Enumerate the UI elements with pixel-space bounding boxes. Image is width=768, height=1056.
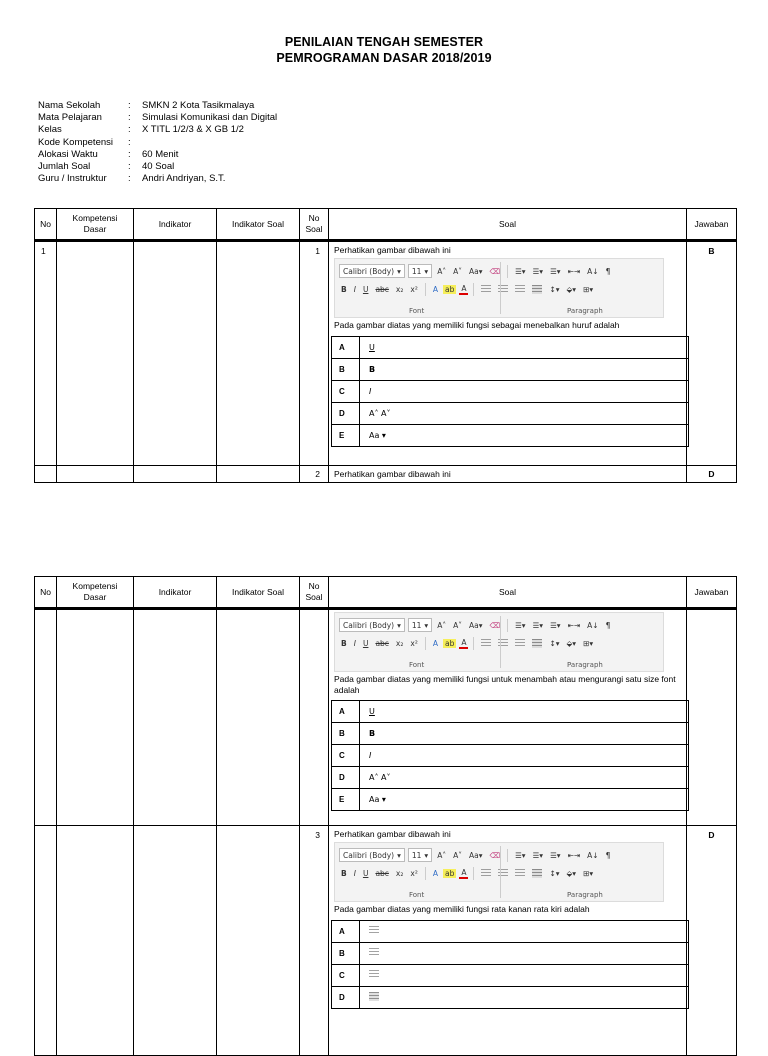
- document-title: PENILAIAN TENGAH SEMESTER: [284, 35, 484, 49]
- font-size-box: 11 ▾: [408, 264, 432, 278]
- option-row: C: [332, 964, 689, 986]
- exam-info: Nama Sekolah : SMKN 2 Kota Tasikmalaya Mata Pelajaran : Simulasi Komunikasi dan Digital Kelas : X TITL 1/2/3 & X GB 1/2 Kode Kompetensi : Alokasi Waktu : 60 Menit Jumlah Soal : 40 Soal Guru / Instruktur : Andri Andriyan, S.T.: [38, 100, 278, 185]
- option-row: B B: [332, 358, 689, 380]
- table-row: [35, 609, 737, 826]
- word-ribbon-image: [334, 258, 664, 318]
- question-prompt: Perhatikan gambar dibawah ini: [334, 829, 451, 839]
- pilcrow-icon: ¶: [605, 266, 611, 276]
- info-value: SMKN 2 Kota Tasikmalaya: [142, 100, 255, 111]
- highlight-icon: ab: [444, 284, 455, 294]
- info-value: 40 Soal: [142, 161, 175, 173]
- clear-format-icon: ⌫: [489, 266, 501, 276]
- info-key: Alokasi Waktu: [38, 148, 98, 160]
- row-no: 1: [35, 241, 57, 466]
- col-kompetensi: Kompetensi Dasar: [57, 209, 134, 241]
- change-case-icon: Aa ▾: [468, 266, 483, 276]
- option-row: D: [332, 986, 689, 1008]
- paragraph-group-label: Paragraph: [567, 307, 603, 315]
- soal-cell: [329, 609, 687, 826]
- col-soal: Soal: [329, 209, 687, 241]
- table-row: [35, 466, 737, 483]
- option-row: A: [332, 920, 689, 942]
- option-row: E Aa ▾: [332, 424, 689, 446]
- option-row: A U: [332, 701, 689, 723]
- col-indikator: Indikator: [134, 577, 217, 609]
- question-text: Pada gambar diatas yang memiliki fungsi untuk menambah atau mengurangi satu size font adalah: [334, 674, 676, 695]
- numbering-icon: ☰▾: [532, 266, 544, 276]
- line-spacing-icon: ↕▾: [549, 284, 560, 294]
- col-no-soal: No Soal: [300, 209, 329, 241]
- col-no: No: [35, 209, 57, 241]
- grow-shrink-font-icon: A˄ A˅: [369, 773, 391, 782]
- strikethrough-icon: abc: [375, 284, 389, 294]
- bullets-icon: ☰▾: [515, 266, 526, 276]
- answer: D: [687, 826, 737, 1056]
- subscript-icon: x₂: [395, 284, 404, 294]
- shading-icon: ⬙▾: [566, 284, 577, 294]
- sort-icon: A↓: [587, 266, 599, 276]
- col-jawaban: Jawaban: [687, 209, 737, 241]
- answer: B: [687, 241, 737, 466]
- underline-icon: U: [369, 707, 375, 716]
- word-ribbon-image: Calibri (Body) ▾ 11 ▾ A˄ A˅ Aa ▾ ⌫ ☰▾ ☰▾ ☰▾ ⇤⇥ A↓ ¶ B I U abc x₂ x² A ab A ↕▾ ⬙▾ ⊞▾ Font Paragraph: [334, 842, 664, 902]
- align-center-icon: [496, 285, 510, 294]
- align-right-icon: [513, 285, 527, 294]
- option-row: B: [332, 942, 689, 964]
- borders-icon: ⊞▾: [583, 284, 594, 294]
- col-indikator: Indikator: [134, 209, 217, 241]
- font-name-box: Calibri (Body) ▾: [339, 264, 405, 278]
- superscript-icon: x²: [410, 284, 418, 294]
- justify-icon: [369, 992, 379, 1001]
- underline-icon: U: [369, 342, 375, 352]
- italic-icon: I: [369, 386, 372, 396]
- font-color-icon: A: [461, 283, 467, 293]
- bold-icon: B: [369, 729, 376, 738]
- options-table: [331, 920, 689, 1009]
- info-value: Simulasi Komunikasi dan Digital: [142, 112, 278, 124]
- justify-icon: [530, 285, 544, 294]
- question-text: Pada gambar diatas yang memiliki fungsi sebagai menebalkan huruf adalah: [334, 320, 620, 330]
- col-jawaban: Jawaban: [687, 577, 737, 609]
- option-row: D A˄ A˅: [332, 402, 689, 424]
- col-no: No: [35, 577, 57, 609]
- info-key: Jumlah Soal: [38, 161, 91, 173]
- question-table-page-1: [34, 208, 737, 483]
- italic-icon: I: [353, 284, 356, 294]
- shrink-font-icon: A˅: [453, 266, 462, 276]
- table-header: [35, 577, 737, 609]
- align-right-icon: [369, 970, 379, 979]
- col-indikator-soal: Indikator Soal: [217, 209, 300, 241]
- change-case-icon: Aa ▾: [369, 795, 386, 804]
- align-left-icon: [369, 926, 379, 935]
- col-indikator-soal: Indikator Soal: [217, 577, 300, 609]
- grow-font-icon: A˄: [437, 266, 447, 276]
- no-soal: 2: [300, 466, 329, 483]
- change-case-icon: Aa ▾: [369, 430, 386, 440]
- info-value: 60 Menit: [142, 148, 179, 160]
- multilevel-icon: ☰▾: [550, 266, 561, 276]
- grow-shrink-font-icon: A˄ A˅: [369, 408, 391, 418]
- options-table: [331, 700, 689, 811]
- soal-cell: [329, 241, 687, 466]
- question-prompt: Perhatikan gambar dibawah ini: [334, 245, 451, 255]
- question-table-page-2: [34, 576, 737, 1056]
- font-group-label: Font: [409, 307, 425, 315]
- info-value: Andri Andriyan, S.T.: [142, 173, 226, 185]
- question-prompt: Perhatikan gambar dibawah ini: [334, 469, 451, 479]
- option-row: C I: [332, 380, 689, 402]
- option-row: E Aa ▾: [332, 789, 689, 811]
- info-key: Mata Pelajaran: [38, 112, 102, 124]
- document-subtitle: PEMROGRAMAN DASAR 2018/2019: [276, 51, 492, 65]
- option-row: A U: [332, 336, 689, 358]
- align-left-icon: [479, 285, 493, 294]
- align-center-icon: [369, 948, 379, 957]
- col-soal: Soal: [329, 577, 687, 609]
- info-value: X TITL 1/2/3 & X GB 1/2: [142, 124, 244, 136]
- indent-icon: ⇤⇥: [567, 266, 581, 276]
- bold-icon: B: [341, 284, 347, 294]
- bold-icon: B: [369, 364, 376, 374]
- option-row: D A˄ A˅: [332, 767, 689, 789]
- info-key: Kode Kompetensi: [38, 136, 113, 148]
- col-kompetensi: Kompetensi Dasar: [57, 577, 134, 609]
- answer: D: [687, 466, 737, 483]
- word-ribbon-image: Calibri (Body) ▾ 11 ▾ A˄ A˅ Aa ▾ ⌫ ☰▾ ☰▾ ☰▾ ⇤⇥ A↓ ¶ B I U abc x₂ x² A ab A ↕▾ ⬙▾ ⊞▾ Font Paragraph: [334, 612, 664, 672]
- info-key: Guru / Instruktur: [38, 173, 107, 185]
- option-row: C I: [332, 745, 689, 767]
- question-text: Pada gambar diatas yang memiliki fungsi rata kanan rata kiri adalah: [334, 904, 590, 914]
- no-soal: 1: [300, 241, 329, 466]
- option-row: B B: [332, 723, 689, 745]
- col-no-soal: No Soal: [300, 577, 329, 609]
- info-key: Kelas: [38, 124, 62, 136]
- table-header: [35, 209, 737, 241]
- no-soal: 3: [300, 826, 329, 1056]
- table-row: [35, 241, 737, 466]
- info-key: Nama Sekolah: [38, 100, 101, 111]
- options-table: [331, 336, 689, 447]
- underline-icon: U: [362, 284, 369, 294]
- soal-cell: [329, 826, 687, 1056]
- text-effects-icon: A: [432, 284, 438, 294]
- italic-icon: I: [369, 751, 372, 760]
- table-row: [35, 826, 737, 1056]
